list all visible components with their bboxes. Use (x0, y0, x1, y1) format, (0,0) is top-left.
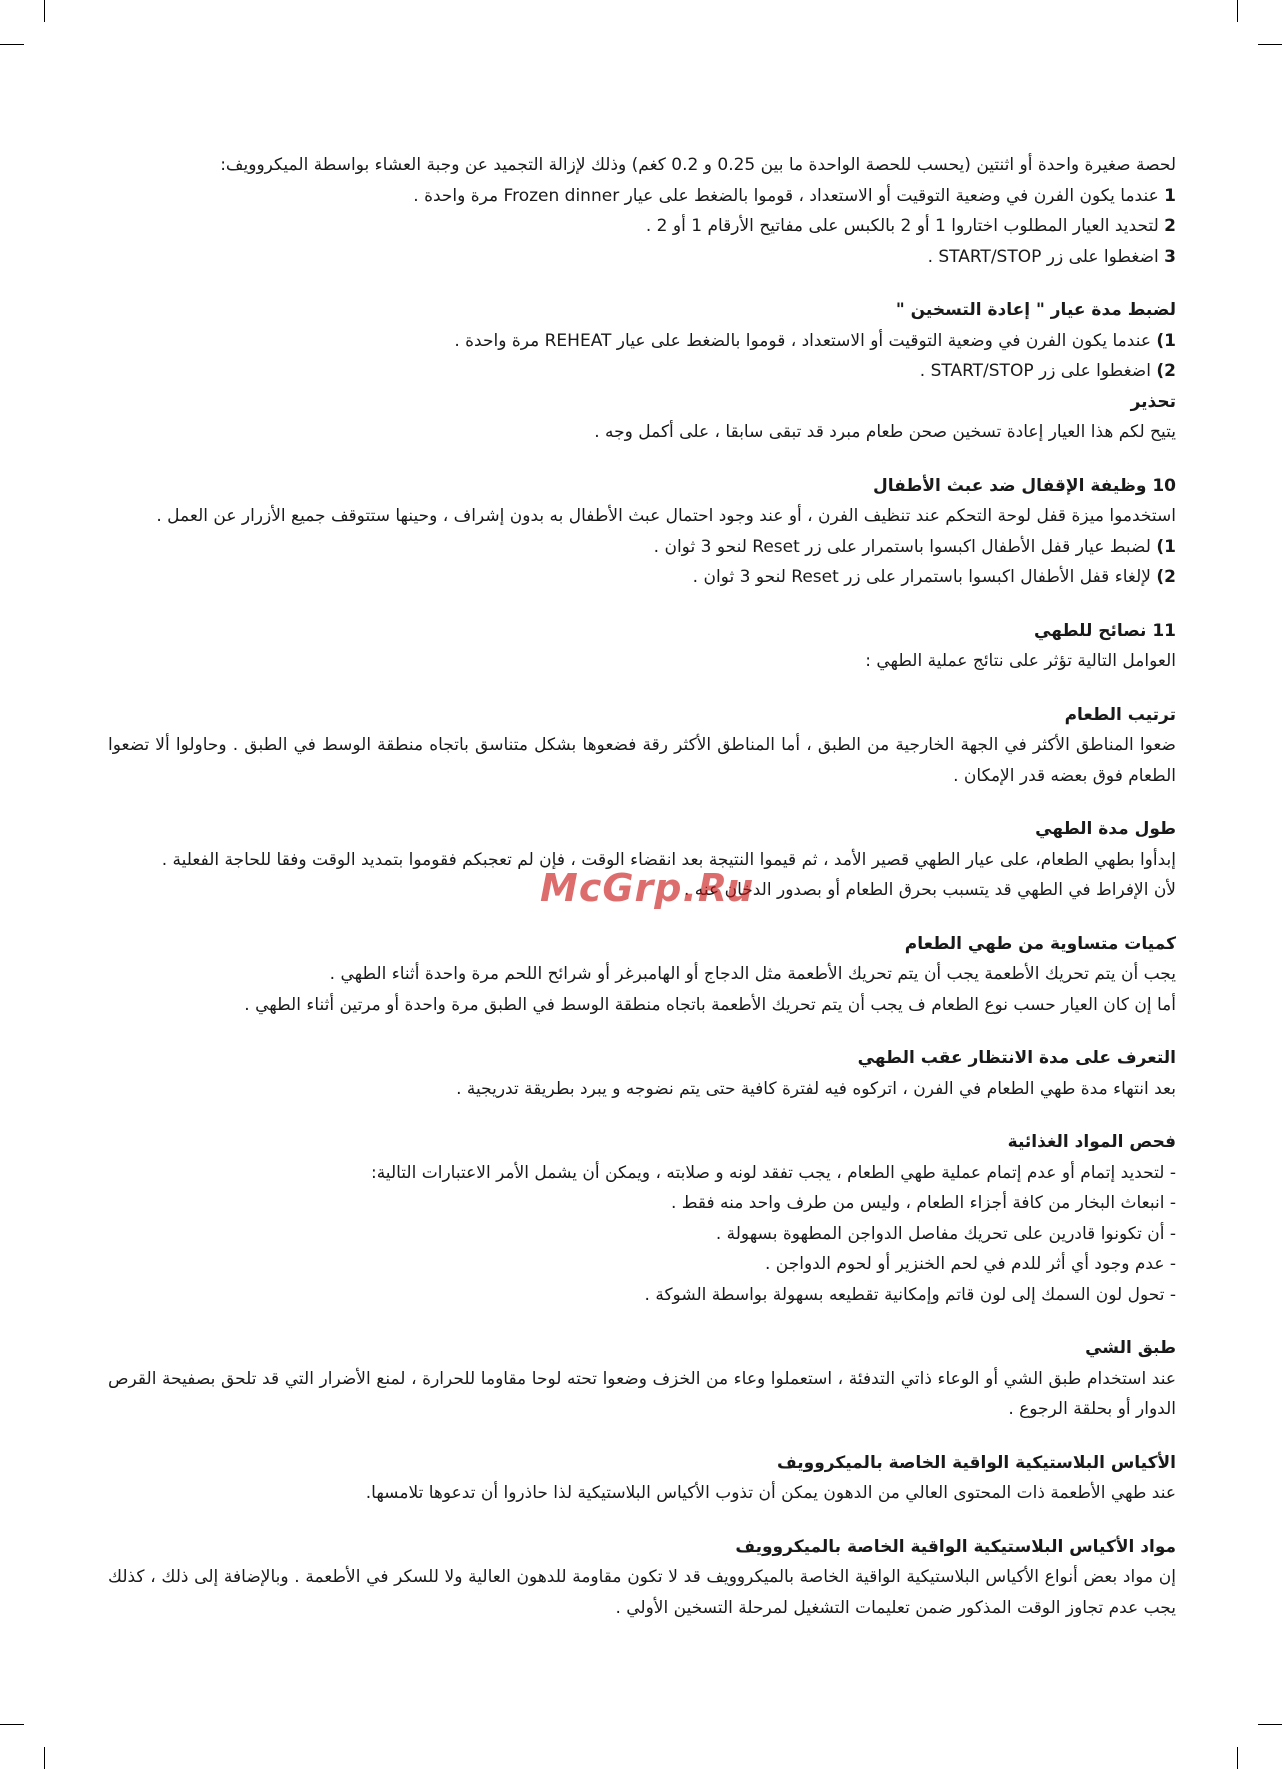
line-text: يتيح لكم هذا العيار إعادة تسخين صحن طعام مبرد قد تبقى سابقا ، على أكمل وجه . (594, 422, 1176, 442)
paragraph-line (108, 959, 1176, 990)
section-heading: مواد الأكياس البلاستيكية الواقية الخاصة بالميكروويف (735, 1536, 1176, 1557)
paragraph-line (108, 646, 1176, 677)
line-text: لحصة صغيرة واحدة أو اثنتين (يحسب للحصة الواحدة ما بين 0.25 و 0.2 كغم) وذلك لإزالة التجميد عن وجبة العشاء بواسطة الميكروويف: (220, 155, 1176, 175)
line-text: اضغطوا على زر START/STOP . (919, 361, 1151, 381)
section-heading: فحص المواد الغذائية (1007, 1132, 1176, 1152)
section-heading: لضبط مدة عيار " إعادة التسخين " (895, 300, 1176, 320)
section-standing-time (108, 1043, 1176, 1104)
paragraph-line (108, 150, 1176, 181)
paragraph-line (108, 387, 1176, 418)
line-text: تحذير (1130, 391, 1176, 412)
section-even-cooking (108, 929, 1176, 1021)
paragraph-line (108, 181, 1176, 212)
line-text: يجب أن يتم تحريك الأطعمة يجب أن يتم تحريك الأطعمة مثل الدجاج أو الهامبرغر أو شرائح اللحم مرة واحدة أثناء الطهي . (329, 964, 1176, 984)
section-heading: طول مدة الطهي (1035, 819, 1176, 839)
step-number: 3 (1164, 246, 1176, 267)
paragraph-line (108, 1158, 1176, 1189)
line-text: عند طهي الأطعمة ذات المحتوى العالي من الدهون يمكن أن تذوب الأكياس البلاستيكية لذا حاذروا أن تدعوها تلامسها. (365, 1483, 1176, 1503)
paragraph-line (108, 1562, 1176, 1623)
section-heading: التعرف على مدة الانتظار عقب الطهي (857, 1048, 1176, 1068)
paragraph-line (108, 1249, 1176, 1280)
paragraph-line (108, 326, 1176, 357)
line-text: استخدموا ميزة قفل لوحة التحكم عند تنظيف الفرن ، أو عند وجود احتمال عبث الأطفال به بدون إشراف ، وحينها ستتوقف جميع الأزرار عن العمل . (156, 506, 1176, 526)
line-text: العوامل التالية تؤثر على نتائج عملية الطهي : (865, 651, 1176, 671)
line-text: لتحديد العيار المطلوب اختاروا 1 أو 2 بالكبس على مفاتيح الأرقام 1 أو 2 . (645, 216, 1159, 236)
section-frozen-dinner (108, 150, 1176, 272)
line-text: - لتحديد إتمام أو عدم إتمام عملية طهي الطعام ، يجب تفقد لونه و صلابته ، ويمكن أن يشمل الأمر الاعتبارات التالية: (370, 1162, 1176, 1183)
line-text: عندما يكون الفرن في وضعية التوقيت أو الاستعداد ، قوموا بالضغط على عيار REHEAT مرة واحدة . (454, 330, 1151, 351)
line-text: عندما يكون الفرن في وضعية التوقيت أو الاستعداد ، قوموا بالضغط على عيار Frozen dinner مرة واحدة . (413, 185, 1159, 206)
section-grill-dish (108, 1333, 1176, 1425)
crop-mark (1258, 1724, 1282, 1725)
step-number: 1 (1164, 185, 1176, 206)
section-food-check (108, 1127, 1176, 1310)
line-text: - تحول لون السمك إلى لون قاتم وإمكانية تقطيعه بسهولة بواسطة الشوكة . (644, 1284, 1176, 1305)
paragraph-line (108, 242, 1176, 273)
line-text: بعد انتهاء مدة طهي الطعام في الفرن ، اتركوه فيه لفترة كافية حتى يتم نضوجه و يبرد بطريقة تدريجية . (456, 1078, 1176, 1099)
crop-mark (1237, 1747, 1238, 1769)
paragraph-line (108, 532, 1176, 563)
line-text: عند استخدام طبق الشي أو الوعاء ذاتي التدفئة ، استعملوا وعاء من الخزف وضعوا تحته لوحا مقاوما للحرارة ، لمنع الأضرار التي قد تلحق بصفيحة القرص الدوار أو بحلقة الرجوع . (108, 1368, 1176, 1419)
section-cooking-tips (108, 616, 1176, 677)
line-text: اضغطوا على زر START/STOP . (927, 246, 1159, 267)
line-text: - انبعاث البخار من كافة أجزاء الطعام ، وليس من طرف واحد منه فقط . (670, 1193, 1176, 1213)
paragraph-line (108, 1219, 1176, 1250)
crop-mark (0, 44, 24, 45)
line-text: - عدم وجود أي أثر للدم في لحم الخنزير أو لحوم الدواجن . (764, 1254, 1176, 1274)
section-reheat (108, 295, 1176, 448)
section-child-lock (108, 471, 1176, 593)
section-heading: ترتيب الطعام (1064, 704, 1176, 725)
section-heading: الأكياس البلاستيكية الواقية الخاصة بالميكروويف (777, 1452, 1176, 1473)
line-text: لضبط عيار قفل الأطفال اكبسوا باستمرار على زر Reset لنحو 3 ثوان . (653, 536, 1151, 557)
crop-mark (1237, 0, 1238, 22)
section-plastic-bag-materials (108, 1532, 1176, 1624)
section-heading: 11 نصائح للطهي (1034, 620, 1176, 641)
step-number: 1) (1156, 330, 1176, 351)
paragraph-line (108, 1074, 1176, 1105)
paragraph-line (108, 211, 1176, 242)
paragraph-line (108, 1478, 1176, 1509)
paragraph-line (108, 562, 1176, 593)
section-heading: طبق الشي (1085, 1338, 1176, 1358)
line-text: - أن تكونوا قادرين على تحريك مفاصل الدواجن المطهوة بسهولة . (715, 1223, 1176, 1244)
paragraph-line (108, 417, 1176, 448)
section-heading: كميات متساوية من طهي الطعام (904, 933, 1176, 954)
paragraph-line (108, 1188, 1176, 1219)
section-heading: 10 وظيفة الإقفال ضد عبث الأطفال (873, 475, 1176, 496)
crop-mark (44, 1747, 45, 1769)
line-text: لأن الإفراط في الطهي قد يتسبب بحرق الطعام أو بصدور الدخان عنه . (683, 880, 1176, 900)
line-text: أما إن كان العيار حسب نوع الطعام ف يجب أن يتم تحريك الأطعمة باتجاه منطقة الوسط في الطبق مرة واحدة أو مرتين أثناء الطهي . (244, 994, 1176, 1015)
step-number: 2) (1156, 361, 1176, 381)
watermark: McGrp.Ru (540, 866, 755, 910)
crop-mark (0, 1724, 24, 1725)
paragraph-line (108, 356, 1176, 387)
paragraph-line (108, 990, 1176, 1021)
step-number: 2) (1156, 567, 1176, 587)
line-text: لإلغاء قفل الأطفال اكبسوا باستمرار على زر Reset لنحو 3 ثوان . (692, 567, 1151, 587)
paragraph-line (108, 501, 1176, 532)
section-food-arrangement (108, 700, 1176, 792)
line-text: إبدأوا بطهي الطعام، على عيار الطهي قصير الأمد ، ثم قيموا النتيجة بعد انقضاء الوقت ، فإن لم تعجبكم فقوموا بتمديد الوقت وفقا للحاجة الفعلية . (161, 849, 1176, 870)
crop-mark (1258, 44, 1282, 45)
step-number: 1) (1156, 536, 1176, 557)
paragraph-line (108, 1364, 1176, 1425)
crop-mark (44, 0, 45, 22)
paragraph-line (108, 730, 1176, 791)
line-text: إن مواد بعض أنواع الأكياس البلاستيكية الواقية الخاصة بالميكروويف قد لا تكون مقاومة للدهون العالية ولا للسكر في الأطعمة . وبالإضافة إلى ذلك ، كذلك يجب عدم تجاوز الوقت المذكور ضمن تعليمات التشغيل لمرحلة التسخين الأولي . (108, 1567, 1176, 1618)
line-text: ضعوا المناطق الأكثر في الجهة الخارجية من الطبق ، أما المناطق الأكثر رقة فضعوها بشكل متناسق باتجاه منطقة الوسط في الطبق . وحاولوا ألا تضعوا الطعام فوق بعضه قدر الإمكان . (108, 735, 1176, 786)
step-number: 2 (1164, 216, 1176, 236)
section-plastic-bags (108, 1448, 1176, 1509)
paragraph-line (108, 1280, 1176, 1311)
